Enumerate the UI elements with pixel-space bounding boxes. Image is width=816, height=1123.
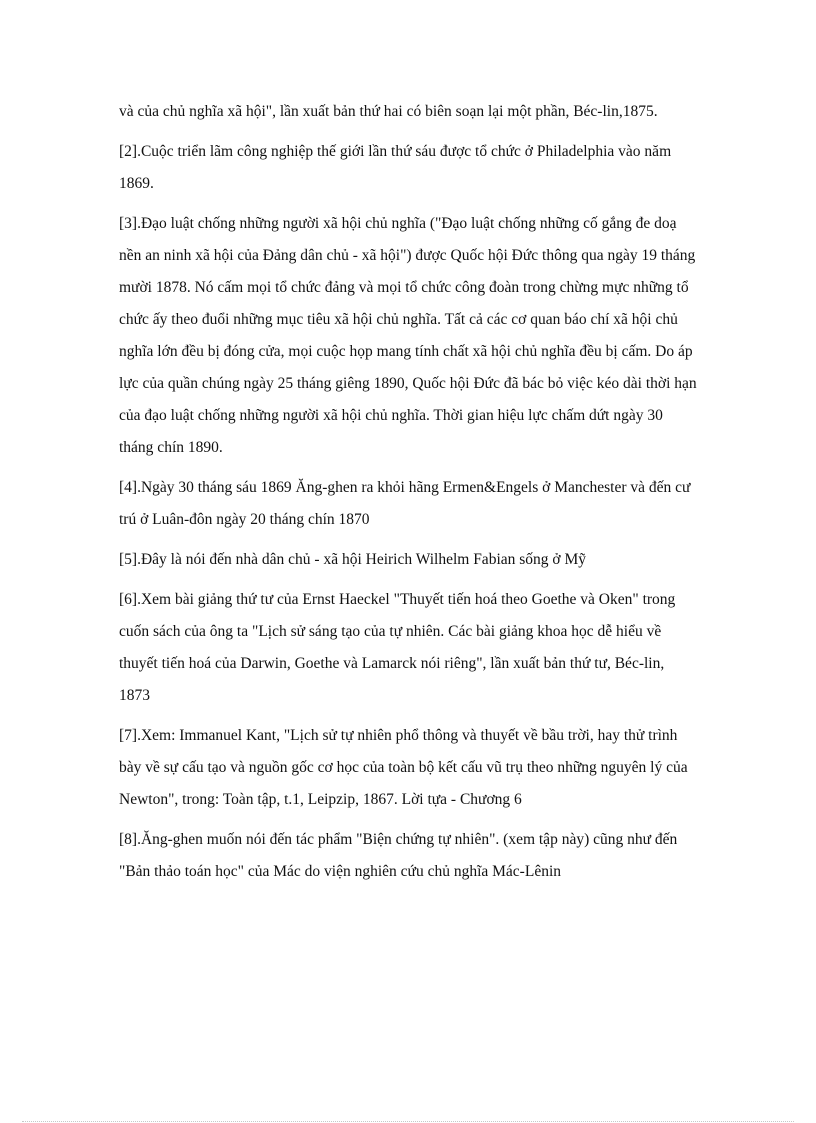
footnote-3: [3].Đạo luật chống những người xã hội chủ nghĩa ("Đạo luật chống những cố gắng đe doạ nền an ninh xã hội của Đảng dân chủ - xã hội") được Quốc hội Đức thông qua ngày 19 tháng mười 1878. Nó cấm mọi tổ chức đảng và mọi tổ chức công đoàn trong chừng mực những tổ chức ấy theo đuổi những mục tiêu xã hội chủ nghĩa. Tất cả các cơ quan báo chí xã hội chủ nghĩa lớn đều bị đóng cửa, mọi cuộc họp mang tính chất xã hội chủ nghĩa đều bị cấm. Do áp lực của quần chúng ngày 25 tháng giêng 1890, Quốc hội Đức đã bác bỏ việc kéo dài thời hạn của đạo luật chống những người xã hội chủ nghĩa. Thời gian hiệu lực chấm dứt ngày 30 tháng chín 1890. bbox=[119, 215, 697, 456]
page-bottom-divider bbox=[22, 1121, 794, 1122]
footnote-8: [8].Ăng-ghen muốn nói đến tác phẩm "Biện chứng tự nhiên". (xem tập này) cũng như đến "Bản thảo toán học" của Mác do viện nghiên cứu chủ nghĩa Mác-Lênin bbox=[119, 831, 678, 880]
footnote-7: [7].Xem: Immanuel Kant, "Lịch sử tự nhiên phổ thông và thuyết về bầu trời, hay thử trình bày về sự cấu tạo và nguồn gốc cơ học của toàn bộ kết cấu vũ trụ theo những nguyên lý của Newton", trong: Toàn tập, t.1, Leipzip, 1867. Lời tựa - Chương 6 bbox=[119, 727, 688, 808]
footnote-5: [5].Đây là nói đến nhà dân chủ - xã hội Heirich Wilhelm Fabian sống ở Mỹ bbox=[119, 551, 587, 568]
footnotes-text bbox=[119, 96, 699, 896]
footnote-6: [6].Xem bài giảng thứ tư của Ernst Haeckel "Thuyết tiến hoá theo Goethe và Oken" trong cuốn sách của ông ta "Lịch sử sáng tạo của tự nhiên. Các bài giảng khoa học dễ hiểu về thuyết tiến hoá của Darwin, Goethe và Lamarck nói riêng", lần xuất bản thứ tư, Béc-lin, 1873 bbox=[119, 591, 676, 704]
footnote-continuation: và của chủ nghĩa xã hội", lần xuất bản thứ hai có biên soạn lại một phần, Béc-lin,1875. bbox=[119, 103, 658, 120]
footnote-2: [2].Cuộc triển lãm công nghiệp thế giới lần thứ sáu được tổ chức ở Philadelphia vào năm 1869. bbox=[119, 143, 672, 192]
footnote-4: [4].Ngày 30 tháng sáu 1869 Ăng-ghen ra khỏi hãng Ermen&Engels ở Manchester và đến cư trú ở Luân-đôn ngày 20 tháng chín 1870 bbox=[119, 479, 691, 528]
